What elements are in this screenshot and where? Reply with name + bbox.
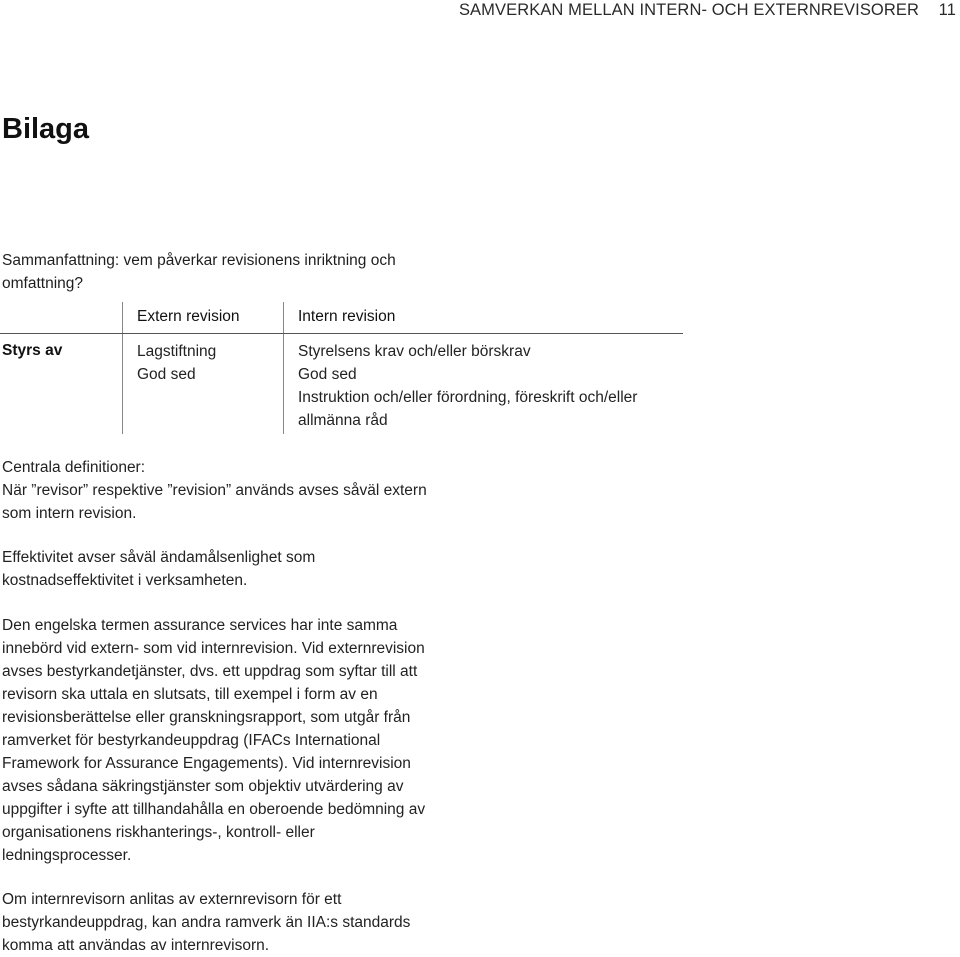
cell-line: Lagstiftning [137, 343, 217, 360]
summary-table [0, 302, 685, 434]
cell-line: God sed [298, 366, 357, 383]
cell-line: Instruktion och/eller förordning, föreskrift och/eller [298, 389, 638, 406]
text-line: revisorn ska uttala en slutsats, till exempel i form av en [2, 686, 378, 703]
text-line: bestyrkandeuppdrag, kan andra ramverk än IIA:s standards [2, 914, 411, 931]
text-line: innebörd vid extern- som vid internrevision. Vid externrevision [2, 640, 425, 657]
text-line: organisationens riskhanterings-, kontroll- eller [2, 824, 315, 841]
header-rule [0, 333, 683, 334]
column-divider [283, 302, 284, 434]
text-line: komma att användas av internrevisorn. [2, 937, 270, 954]
text-line: Den engelska termen assurance services har inte samma [2, 617, 398, 634]
cell-line: allmänna råd [298, 412, 388, 429]
row-header: Styrs av [2, 342, 63, 359]
text-line: uppgifter i syfte att tillhandahålla en oberoende bedömning av [2, 801, 426, 818]
section-heading: Bilaga [2, 113, 90, 145]
text-line: Centrala definitioner: [2, 459, 146, 476]
effectiveness-paragraph [2, 546, 452, 592]
cell-line: Styrelsens krav och/eller börskrav [298, 343, 531, 360]
text-line: När ”revisor” respektive ”revision” används avses såväl extern [2, 482, 427, 499]
column-header-intern: Intern revision [298, 308, 396, 325]
assurance-paragraph [2, 614, 452, 867]
cell-intern [298, 340, 637, 432]
text-line: Effektivitet avser såväl ändamålsenlighet som [2, 549, 316, 566]
summary-title: Sammanfattning: vem påverkar revisionens inriktning och omfattning? [2, 252, 396, 292]
text-line: avses sådana säkringstjänster som objektiv utvärdering av [2, 778, 404, 795]
running-title: SAMVERKAN MELLAN INTERN- OCH EXTERNREVISORER [458, 1, 919, 19]
cell-extern [137, 340, 216, 386]
cell-line: God sed [137, 366, 196, 383]
text-line: som intern revision. [2, 505, 137, 522]
page-number: 11 [938, 1, 956, 19]
column-divider [122, 302, 123, 434]
text-line: kostnadseffektivitet i verksamheten. [2, 572, 248, 589]
running-header [0, 0, 960, 22]
definitions-paragraph [2, 456, 452, 525]
text-line: Framework for Assurance Engagements). Vid internrevision [2, 755, 411, 772]
internal-auditor-paragraph [2, 888, 452, 957]
text-line: revisionsberättelse eller granskningsrapport, som utgår från [2, 709, 411, 726]
text-line: ramverket för bestyrkandeuppdrag (IFACs International [2, 732, 381, 749]
text-line: ledningsprocesser. [2, 847, 132, 864]
column-header-extern: Extern revision [137, 308, 240, 325]
text-line: avses bestyrkandetjänster, dvs. ett uppdrag som syftar till att [2, 663, 418, 680]
text-line: Om internrevisorn anlitas av externrevisorn för ett [2, 891, 342, 908]
